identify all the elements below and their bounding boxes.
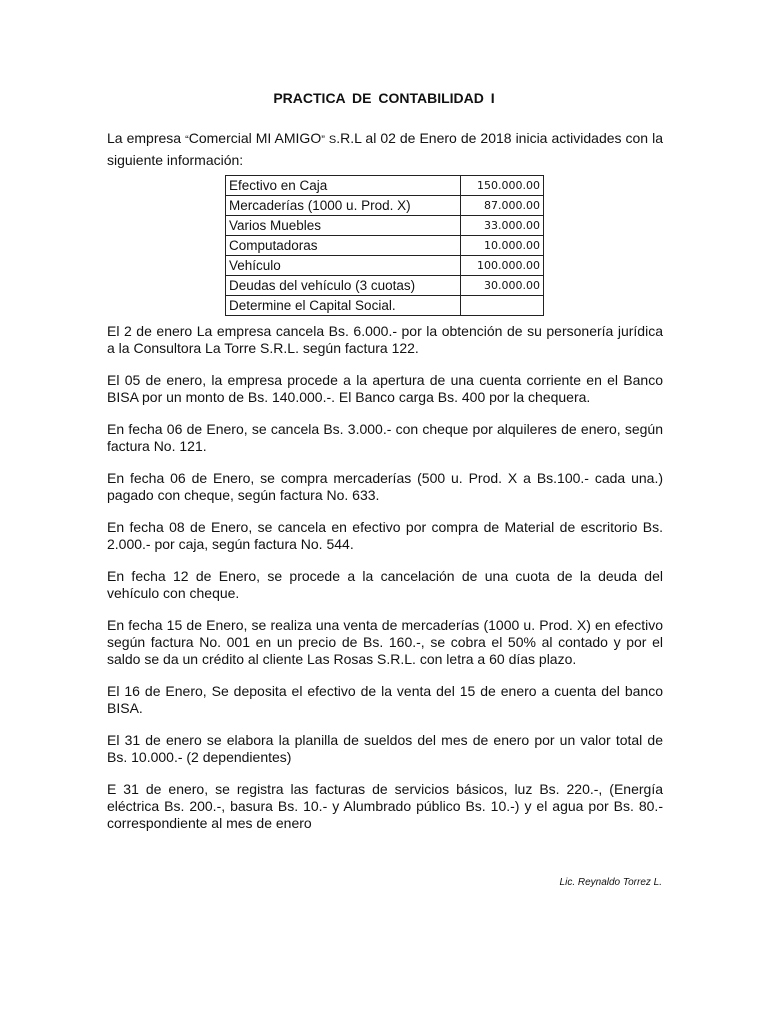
table-cell-value	[461, 296, 544, 316]
table-row	[226, 296, 544, 316]
table-cell-label: Varios Muebles	[226, 216, 461, 236]
table-row	[226, 176, 544, 196]
intro-open-quote: “	[185, 134, 189, 146]
transaction-paragraph: El 2 de enero La empresa cancela Bs. 6.000.- por la obtención de su personería jurídica a la Consultora La Torre S.R.L. según factura 122.	[107, 323, 663, 356]
table-cell-value: 100.000.00	[461, 256, 544, 276]
table-cell-value: 33.000.00	[461, 216, 544, 236]
transaction-paragraph: E 31 de enero, se registra las facturas de servicios básicos, luz Bs. 220.-, (Energía eléctrica Bs. 200.-, basura Bs. 10.- y Alumbrado público Bs. 10.-) y el agua por Bs. 80.- correspondiente al mes de enero	[107, 781, 663, 831]
table-cell-value: 30.000.00	[461, 276, 544, 296]
table-cell-label: Computadoras	[226, 236, 461, 256]
transaction-paragraph: En fecha 15 de Enero, se realiza una venta de mercaderías (1000 u. Prod. X) en efectivo según factura No. 001 en un precio de Bs. 160.-, se cobra el 50% al contado y por el saldo se da un crédito al cliente Las Rosas S.R.L. con letra a 60 días plazo.	[107, 617, 663, 667]
table-cell-value: 10.000.00	[461, 236, 544, 256]
table-row	[226, 256, 544, 276]
transaction-paragraph: En fecha 06 de Enero, se compra mercaderías (500 u. Prod. X a Bs.100.- cada una.) pagado con cheque, según factura No. 633.	[107, 470, 663, 503]
intro-company: Comercial MI AMIGO	[188, 130, 322, 146]
intro-pre: La empresa	[107, 130, 186, 146]
transaction-paragraph: El 31 de enero se elabora la planilla de sueldos del mes de enero por un valor total de Bs. 10.000.- (2 dependientes)	[107, 732, 663, 765]
table-cell-label: Mercaderías (1000 u. Prod. X)	[226, 196, 461, 216]
table-cell-value: 87.000.00	[461, 196, 544, 216]
document-title: PRACTICA DE CONTABILIDAD I	[273, 90, 495, 106]
table-row	[226, 276, 544, 296]
transaction-paragraph: En fecha 08 de Enero, se cancela en efectivo por compra de Material de escritorio Bs. 2.000.- por caja, según factura No. 544.	[107, 519, 663, 552]
initial-balance-table	[225, 175, 544, 316]
intro-paragraph	[107, 128, 663, 170]
table-cell-value: 150.000.00	[461, 176, 544, 196]
table-cell-label: Determine el Capital Social.	[226, 296, 461, 316]
author-signature: Lic. Reynaldo Torrez L.	[559, 877, 662, 888]
transaction-paragraph: El 16 de Enero, Se deposita el efectivo de la venta del 15 de enero a cuenta del banco BISA.	[107, 683, 663, 716]
table-cell-label: Vehículo	[226, 256, 461, 276]
table-row	[226, 216, 544, 236]
transaction-paragraph: En fecha 12 de Enero, se procede a la cancelación de una cuota de la deuda del vehículo con cheque.	[107, 568, 663, 601]
table-cell-label: Efectivo en Caja	[226, 176, 461, 196]
table-row	[226, 236, 544, 256]
table-row	[226, 196, 544, 216]
transaction-paragraph: En fecha 06 de Enero, se cancela Bs. 3.000.- con cheque por alquileres de enero, según factura No. 121.	[107, 421, 663, 454]
transactions-list	[107, 323, 663, 847]
intro-close-quote: ”	[321, 134, 325, 146]
intro-s-letter: S	[328, 134, 337, 146]
transaction-paragraph: El 05 de enero, la empresa procede a la apertura de una cuenta corriente en el Banco BISA por un monto de Bs. 140.000.-. El Banco carga Bs. 400 por la chequera.	[107, 372, 663, 405]
intro-post: .R.L al 02 de Enero de 2018 inicia actividades con la siguiente información:	[107, 130, 663, 168]
table-cell-label: Deudas del vehículo (3 cuotas)	[226, 276, 461, 296]
